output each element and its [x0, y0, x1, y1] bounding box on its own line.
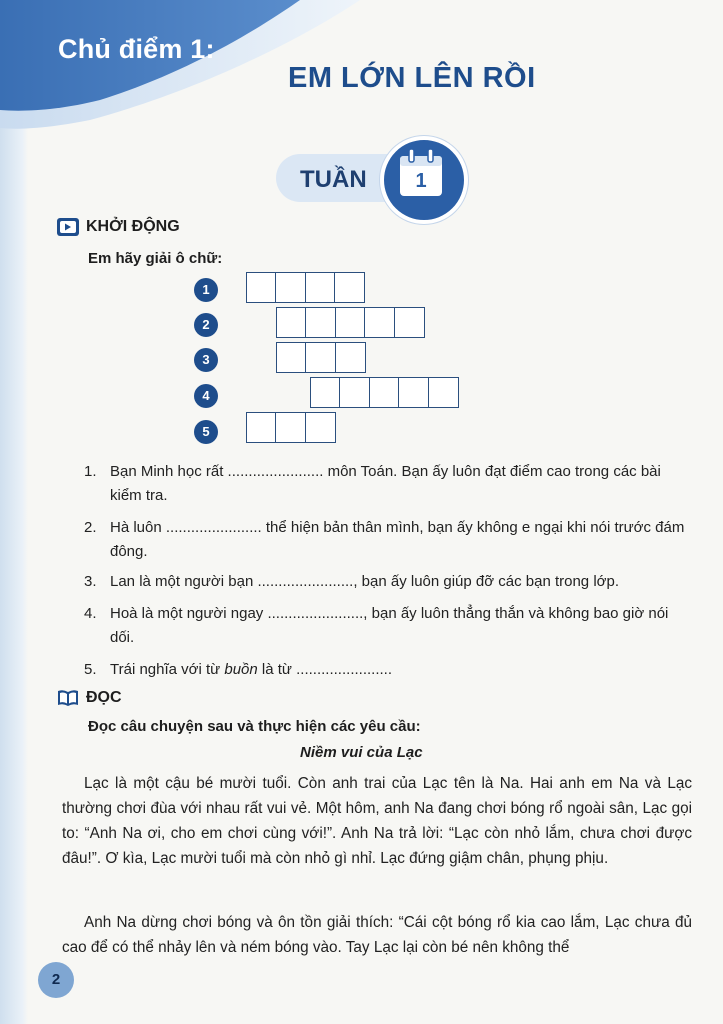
- topic-label: Chủ điểm 1:: [58, 34, 215, 64]
- question-number: 1.: [84, 463, 97, 480]
- crossword-number: 1: [194, 278, 218, 302]
- crossword-row-3: [276, 342, 364, 373]
- question-text: Trái nghĩa với từ buồn là từ .......................: [110, 661, 392, 678]
- crossword-cell[interactable]: [276, 307, 307, 338]
- crossword-cell[interactable]: [310, 377, 341, 408]
- crossword-cell[interactable]: [275, 272, 306, 303]
- crossword-cell[interactable]: [305, 412, 336, 443]
- crossword-cell[interactable]: [305, 307, 336, 338]
- crossword-number: 3: [194, 348, 218, 372]
- page-title: EM LỚN LÊN RỒI: [288, 62, 536, 94]
- reading-instruction: Đọc câu chuyện sau và thực hiện các yêu cầu:: [88, 718, 421, 735]
- question-text: Bạn Minh học rất ....................... môn Toán. Bạn ấy luôn đạt điểm cao trong các bài kiểm tra.: [110, 463, 661, 504]
- crossword-number: 4: [194, 384, 218, 408]
- left-margin-strip: [0, 120, 28, 1024]
- week-label: TUẦN: [300, 166, 367, 193]
- crossword-cell[interactable]: [275, 412, 306, 443]
- question-text: Hà luôn ....................... thể hiện bản thân mình, bạn ấy không e ngại khi nói trước đám đông.: [110, 519, 685, 560]
- crossword-cell[interactable]: [364, 307, 395, 338]
- crossword-cell[interactable]: [276, 342, 307, 373]
- crossword-cell[interactable]: [305, 342, 336, 373]
- crossword-row-2: [276, 307, 423, 338]
- crossword-cell[interactable]: [335, 342, 366, 373]
- question-number: 4.: [84, 605, 97, 622]
- crossword-cell[interactable]: [334, 272, 365, 303]
- crossword-cell[interactable]: [398, 377, 429, 408]
- story-paragraph: Lạc là một cậu bé mười tuổi. Còn anh trai của Lạc tên là Na. Hai anh em Na và Lạc thường chơi đùa với nhau rất vui vẻ. Một hôm, anh Na đang chơi bóng rổ ngoài sân, Lạc gọi to: “Anh Na ơi, cho em chơi cùng với!”. Anh Na trả lời: “Lạc còn nhỏ lắm, chưa chơi được đâu!”. Ơ kìa, Lạc mười tuổi mà còn nhỏ gì nhỉ. Lạc đứng giậm chân, phụng phịu.: [62, 775, 692, 867]
- crossword-cell[interactable]: [394, 307, 425, 338]
- question-text: Lan là một người bạn ......................., bạn ấy luôn giúp đỡ các bạn trong lớp.: [110, 573, 619, 590]
- crossword-cell[interactable]: [428, 377, 459, 408]
- crossword-row-5: [246, 412, 334, 443]
- question-number: 3.: [84, 573, 97, 590]
- crossword-cell[interactable]: [305, 272, 336, 303]
- reading-heading: ĐỌC: [86, 689, 122, 706]
- crossword-number: 2: [194, 313, 218, 337]
- crossword-cell[interactable]: [246, 412, 277, 443]
- question-4: [84, 602, 690, 650]
- book-icon: [56, 688, 80, 708]
- story-paragraph: Anh Na dừng chơi bóng và ôn tồn giải thích: “Cái cột bóng rổ kia cao lắm, Lạc chưa đủ cao để có thể nhảy lên và ném bóng vào. Tay Lạc lại còn bé nên không thể: [62, 914, 692, 956]
- week-number: 1: [415, 170, 427, 192]
- question-2: [84, 516, 690, 564]
- story-title: Niềm vui của Lạc: [300, 744, 423, 761]
- play-icon: [56, 217, 80, 237]
- reading-section-header: [56, 688, 122, 708]
- question-1: [84, 460, 690, 508]
- question-5: [84, 658, 690, 682]
- crossword-row-1: [246, 272, 364, 303]
- crossword-cell[interactable]: [246, 272, 277, 303]
- warmup-section-header: [56, 217, 180, 237]
- crossword-row-4: [310, 377, 457, 408]
- page-number: 2: [38, 962, 74, 998]
- warmup-heading: KHỞI ĐỘNG: [86, 218, 180, 235]
- question-3: [84, 570, 690, 594]
- crossword-cell[interactable]: [339, 377, 370, 408]
- question-text: Hoà là một người ngay ......................., bạn ấy luôn thẳng thắn và không bao giờ nói dối.: [110, 605, 669, 646]
- crossword-instruction: Em hãy giải ô chữ:: [88, 250, 223, 267]
- question-number: 2.: [84, 519, 97, 536]
- crossword-cell[interactable]: [335, 307, 366, 338]
- crossword-number: 5: [194, 420, 218, 444]
- question-number: 5.: [84, 661, 97, 678]
- crossword-cell[interactable]: [369, 377, 400, 408]
